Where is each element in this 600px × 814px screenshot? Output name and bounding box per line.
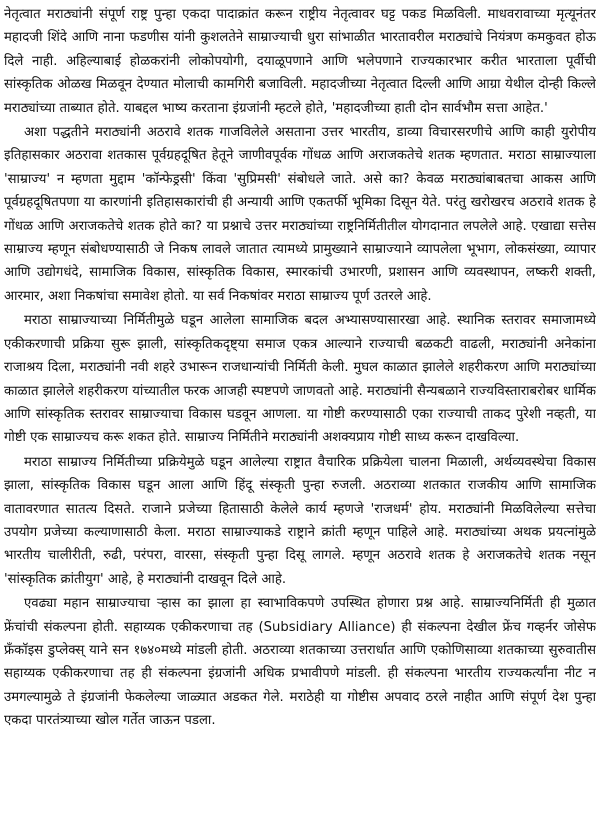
paragraph-4: मराठा साम्राज्य निर्मितीच्या प्रक्रियेमुळे घडून आलेल्या राष्ट्रात वैचारिक प्रक्रियेला चालना मिळाली, अर्थव्यवस्थेचा विकास झाला, सांस्कृतिक विकास घडून आला आणि हिंदू संस्कृती पुन्हा रुजली. अठराव्या शतकात राजकीय आणि सामाजिक वातावरणात सातत्य दिसते. राजाने प्रजेच्या हितासाठी केलेले कार्य म्हणजे 'राजधर्म' होय. मराठ्यांनी मिळविलेल्या सत्तेचा उपयोग प्रजेच्या कल्याणासाठी केला. मराठा साम्राज्याकडे राष्ट्राने क्रांती म्हणून पाहिले आहे. मराठ्यांच्या अथक प्रयत्नांमुळे भारतीय चालीरीती, रुढी, परंपरा, वारसा, संस्कृती पुन्हा दिसू लागले. म्हणून अठरावे शतक हे अराजकतेचे शतक नसून 'सांस्कृतिक क्रांतीयुग' आहे, हे मराठ्यांनी दाखवून दिले आहे. [4,454,596,587]
paragraph-1: नेतृत्वात मराठ्यांनी संपूर्ण राष्ट्र पुन्हा एकदा पादाक्रांत करून राष्ट्रीय नेतृत्वावर घट्ट पकड मिळविली. माधवरावाच्या मृत्यूनंतर महादजी शिंदे आणि नाना फडणीस यांनी कुशलतेने साम्राज्याची धुरा सांभाळीत भारतावरील मराठ्यांचे नियंत्रण कमकुवत होऊ दिले नाही. अहिल्याबाई होळकरांनी लोकोपयोगी, दयाळूपणाने आणि भलेपणाने राज्यकारभार करीत भारताला पूर्वीची सांस्कृतिक ओळख मिळवून देण्यात मोलाची कामगिरी बजाविली. महादजीच्या नेतृत्वात दिल्ली आणि आग्रा येथील दोन्ही किल्ले मराठ्यांच्या ताब्यात होते. याबद्दल भाष्य करताना इंग्रजांनी म्हटले होते, 'महादजीच्या हाती दोन सार्वभौम सत्ता आहेत.' [4,7,596,116]
document-page [4,3,596,811]
paragraph-5: एवढ्या महान साम्राज्याचा ऱ्हास का झाला हा स्वाभाविकपणे उपस्थित होणारा प्रश्न आहे. साम्राज्यनिर्मिती ही मुळात फ्रेंचांची संकल्पना होती. सहाय्यक एकीकरणाचा तह (Subsidiary Alliance) ही संकल्पना देखील फ्रेंच गव्हर्नर जोसेफ फ्रँकॉइस डुप्लेक्स् याने सन १७४०मध्ये मांडली होती. अठराव्या शतकाच्या उत्तरार्धात आणि एकोणिसाव्या शतकाच्या सुरुवातीस सहाय्यक एकीकरणाचा तह ही संकल्पना इंग्रजांनी अधिक प्रभावीपणे मांडली. ही संकल्पना भारतीय राज्यकर्त्यांना नीट न उमगल्यामुळे ते इंग्रजांनी फेकलेल्या जाळ्यात अडकत गेले. मराठेही या गोष्टीस अपवाद ठरले नाहीत आणि संपूर्ण देश पुन्हा एकदा पारतंत्र्याच्या खोल गर्तेत जाऊन पडला. [4,596,596,729]
paragraph-2: अशा पद्धतीने मराठ्यांनी अठरावे शतक गाजविलेले असताना उत्तर भारतीय, डाव्या विचारसरणीचे आणि काही युरोपीय इतिहासकार अठरावा शतकास पूर्वग्रहदूषित हेतूने जाणीवपूर्वक गोंधळ आणि अराजकतेचे शतक म्हणतात. मराठा साम्राज्याला 'साम्राज्य' न म्हणता मुद्दाम 'कॉन्फेड्रसी' किंवा 'सुप्रिमसी' संबोधले जाते. असे का? केवळ मराठ्यांबाबतचा आकस आणि पूर्वग्रहदूषितपणा या कारणांनी इतिहासकारांची ही अन्यायी आणि एकतर्फी भूमिका दिसून येते. परंतु खरोखरच अठरावे शतक हे गोंधळ आणि अराजकतेचे शतक होते का? या प्रश्नाचे उत्तर मराठ्यांच्या राष्ट्रनिर्मितीतील योगदानात लपलेले आहे. एखाद्या सत्तेस साम्राज्य म्हणून संबोधण्यासाठी जे निकष लावले जातात त्यामध्ये प्रामुख्याने साम्राज्याने व्यापलेला भूभाग, लोकसंख्या, व्यापार आणि उद्योगधंदे, सामाजिक विकास, सांस्कृतिक विकास, स्मारकांची उभारणी, प्रशासन आणि व्यवस्थापन, लष्करी शक्ती, आरमार, अशा निकषांचा समावेश होतो. या सर्व निकषांवर मराठा साम्राज्य पूर्ण उतरले आहे. [4,125,596,304]
paragraph-3: मराठा साम्राज्याच्या निर्मितीमुळे घडून आलेला सामाजिक बदल अभ्यासण्यासारखा आहे. स्थानिक स्तरावर समाजामध्ये एकीकरणाची प्रक्रिया सुरू झाली, सांस्कृतिकदृष्ट्या समाज एकत्र आल्याने राज्याची बळकटी वाढली, मराठ्यांनी अनेकांना राजाश्रय दिला, मराठ्यांनी नवी शहरे उभारून राजधान्यांची निर्मिती केली. मुघल काळात झालेले शहरीकरण आणि मराठ्यांच्या काळात झालेले शहरीकरण यांच्यातील फरक आजही स्पष्टपणे जाणवतो आहे. मराठ्यांनी सैन्यबळाने राज्यविस्ताराबरोबर धार्मिक आणि सांस्कृतिक स्तरावर साम्राज्याचा विकास घडवून आणला. या गोष्टी करण्यासाठी एका राज्याची ताकद पुरेशी नव्हती, या गोष्टी एक साम्राज्यच करू शकत होते. साम्राज्य निर्मितीने मराठ्यांनी अशक्यप्राय गोष्टी साध्य करून दाखविल्या. [4,313,596,446]
